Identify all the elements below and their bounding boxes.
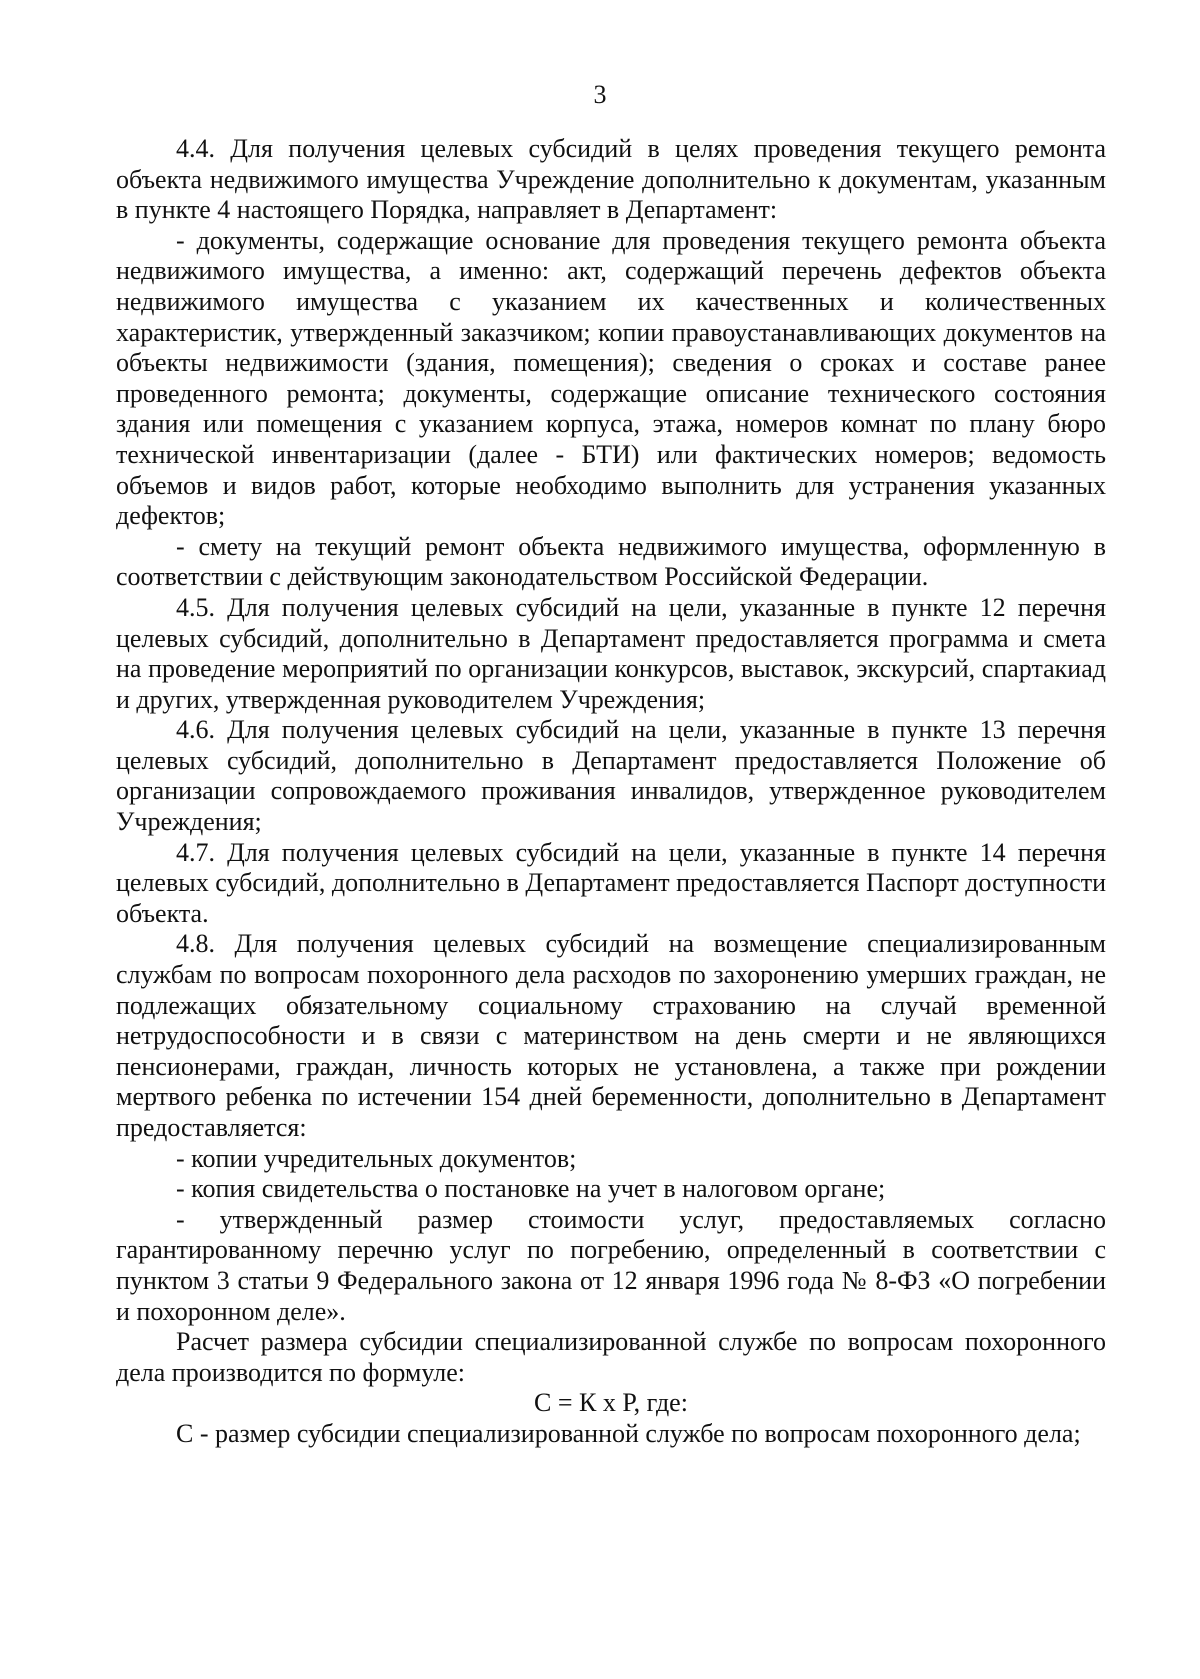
formula: С = К х Р, где: <box>534 1388 688 1418</box>
paragraph-4-7: 4.7. Для получения целевых субсидий на цели, указанные в пункте 14 перечня целевых субсидий, дополнительно в Департамент предоставляется Паспорт доступности объекта. <box>116 837 1106 928</box>
paragraph-calculation-intro: Расчет размера субсидии специализированной службе по вопросам похоронного дела производится по формуле: <box>116 1327 1106 1387</box>
paragraph-4-4: 4.4. Для получения целевых субсидий в целях проведения текущего ремонта объекта недвижимого имущества Учреждение дополнительно к документам, указанным в пункте 4 настоящего Порядка, направляет в Департамент: <box>116 134 1106 225</box>
paragraph-list-item-tax-certificate: - копия свидетельства о постановке на учет в налоговом органе; <box>176 1174 886 1204</box>
document-body <box>116 134 1106 1450</box>
paragraph-formula-definition-c: С - размер субсидии специализированной службе по вопросам похоронного дела; <box>176 1418 1081 1448</box>
page-number: 3 <box>593 80 607 109</box>
paragraph-4-8: 4.8. Для получения целевых субсидий на возмещение специализированным службам по вопросам похоронного дела расходов по захоронению умерших граждан, не подлежащих обязательному социальному страхованию на случай временной нетрудоспособности и в связи с материнством на день смерти и не являющихся пенсионерами, граждан, личность которых не установлена, а также при рождении мертвого ребенка по истечении 154 дней беременности, дополнительно в Департамент предоставляется: <box>116 929 1106 1142</box>
paragraph-list-item-repair-documents: - документы, содержащие основание для проведения текущего ремонта объекта недвижимого имущества, а именно: акт, содержащий перечень дефектов объекта недвижимого имущества с указанием их качественных и количественных характеристик, утвержденный заказчиком; копии правоустанавливающих документов на объекты недвижимости (здания, помещения); сведения о сроках и составе ранее проведенного ремонта; документы, содержащие описание технического состояния здания или помещения с указанием корпуса, этажа, номеров комнат по плану бюро технической инвентаризации (далее - БТИ) или фактических номеров; ведомость объемов и видов работ, которые необходимо выполнить для устранения указанных дефектов; <box>116 225 1106 531</box>
paragraph-4-5: 4.5. Для получения целевых субсидий на цели, указанные в пункте 12 перечня целевых субсидий, дополнительно в Департамент предоставляется программа и смета на проведение мероприятий по организации конкурсов, выставок, экскурсий, спартакиад и других, утвержденная руководителем Учреждения; <box>116 592 1106 714</box>
paragraph-list-item-estimate: - смету на текущий ремонт объекта недвижимого имущества, оформленную в соответствии с действующим законодательством Российской Федерации. <box>116 531 1106 592</box>
paragraph-list-item-service-cost: - утвержденный размер стоимости услуг, предоставляемых согласно гарантированному перечню услуг по погребению, определенный в соответствии с пунктом 3 статьи 9 Федерального закона от 12 января 1996 года № 8-ФЗ «О погребении и похоронном деле». <box>116 1204 1106 1326</box>
paragraph-list-item-founding-documents: - копии учредительных документов; <box>176 1143 577 1173</box>
paragraph-4-6: 4.6. Для получения целевых субсидий на цели, указанные в пункте 13 перечня целевых субсидий, дополнительно в Департамент предоставляется Положение об организации сопровождаемого проживания инвалидов, утвержденное руководителем Учреждения; <box>116 715 1106 837</box>
